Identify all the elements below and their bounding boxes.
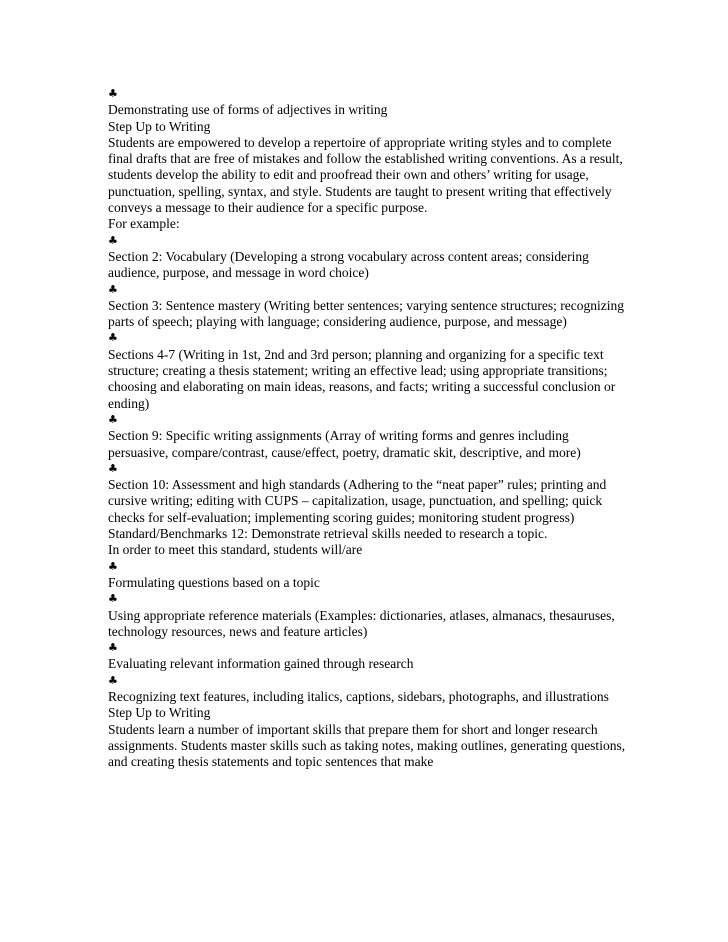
paragraph: Step Up to Writing <box>108 118 211 134</box>
paragraph: Section 3: Sentence mastery (Writing better sentences; varying sentence structures; recognizing parts of speech; playing with language; considering audience, purpose, and message) <box>108 297 625 330</box>
paragraph: Section 10: Assessment and high standards (Adhering to the “neat paper” rules; printing and cursive writing; editing with CUPS – capitalization, usage, punctuation, and spelling; quick checks for self-evaluation; implementing scoring guides; monitoring student progress) <box>108 477 607 525</box>
paragraph: Using appropriate reference materials (Examples: dictionaries, atlases, almanacs, thesauruses, technology resources, news and feature articles) <box>108 607 615 639</box>
club-bullet-icon: ♣ <box>108 461 118 475</box>
paragraph: Students learn a number of important skills that prepare them for short and longer research assignments. Students master skills such as taking notes, making outlines, generating questions, and creating thesis statements and topic sentences that make <box>108 721 626 770</box>
club-bullet-icon: ♣ <box>108 331 118 345</box>
club-bullet-icon: ♣ <box>108 641 118 655</box>
document-page <box>108 86 628 770</box>
club-bullet-icon: ♣ <box>108 282 118 296</box>
paragraph: Recognizing text features, including italics, captions, sidebars, photographs, and illustrations <box>108 688 609 704</box>
paragraph: For example: <box>108 216 180 232</box>
paragraph: Sections 4-7 (Writing in 1st, 2nd and 3rd person; planning and organizing for a specific text structure; creating a thesis statement; writing an effective lead; using appropriate transitions; choosing and elaborating on main ideas, reasons, and facts; writing a successful conclusion or ending) <box>108 346 616 411</box>
paragraph: Standard/Benchmarks 12: Demonstrate retrieval skills needed to research a topic. <box>108 526 548 542</box>
club-bullet-icon: ♣ <box>108 412 118 426</box>
club-bullet-icon: ♣ <box>108 559 118 573</box>
paragraph: Students are empowered to develop a repertoire of appropriate writing styles and to complete final drafts that are free of mistakes and follow the established writing conventions. As a result, students develop the ability to edit and proofread their own and others’ writing for usage, punctuation, spelling, syntax, and style. Students are taught to present writing that effectively conveys a message to their audience for a specific purpose. <box>108 134 623 216</box>
paragraph: In order to meet this standard, students will/are <box>108 542 363 558</box>
club-bullet-icon: ♣ <box>108 592 118 606</box>
club-bullet-icon: ♣ <box>108 673 118 687</box>
paragraph: Demonstrating use of forms of adjectives in writing <box>108 102 388 118</box>
paragraph: Step Up to Writing <box>108 705 211 721</box>
paragraph: Evaluating relevant information gained through research <box>108 656 414 672</box>
club-bullet-icon: ♣ <box>108 87 118 100</box>
paragraph: Section 2: Vocabulary (Developing a strong vocabulary across content areas; considering audience, purpose, and message in word choice) <box>108 248 589 281</box>
club-bullet-icon: ♣ <box>108 233 118 247</box>
paragraph: Section 9: Specific writing assignments (Array of writing forms and genres including persuasive, compare/contrast, cause/effect, poetry, dramatic skit, descriptive, and more) <box>108 428 581 460</box>
paragraph: Formulating questions based on a topic <box>108 574 320 590</box>
